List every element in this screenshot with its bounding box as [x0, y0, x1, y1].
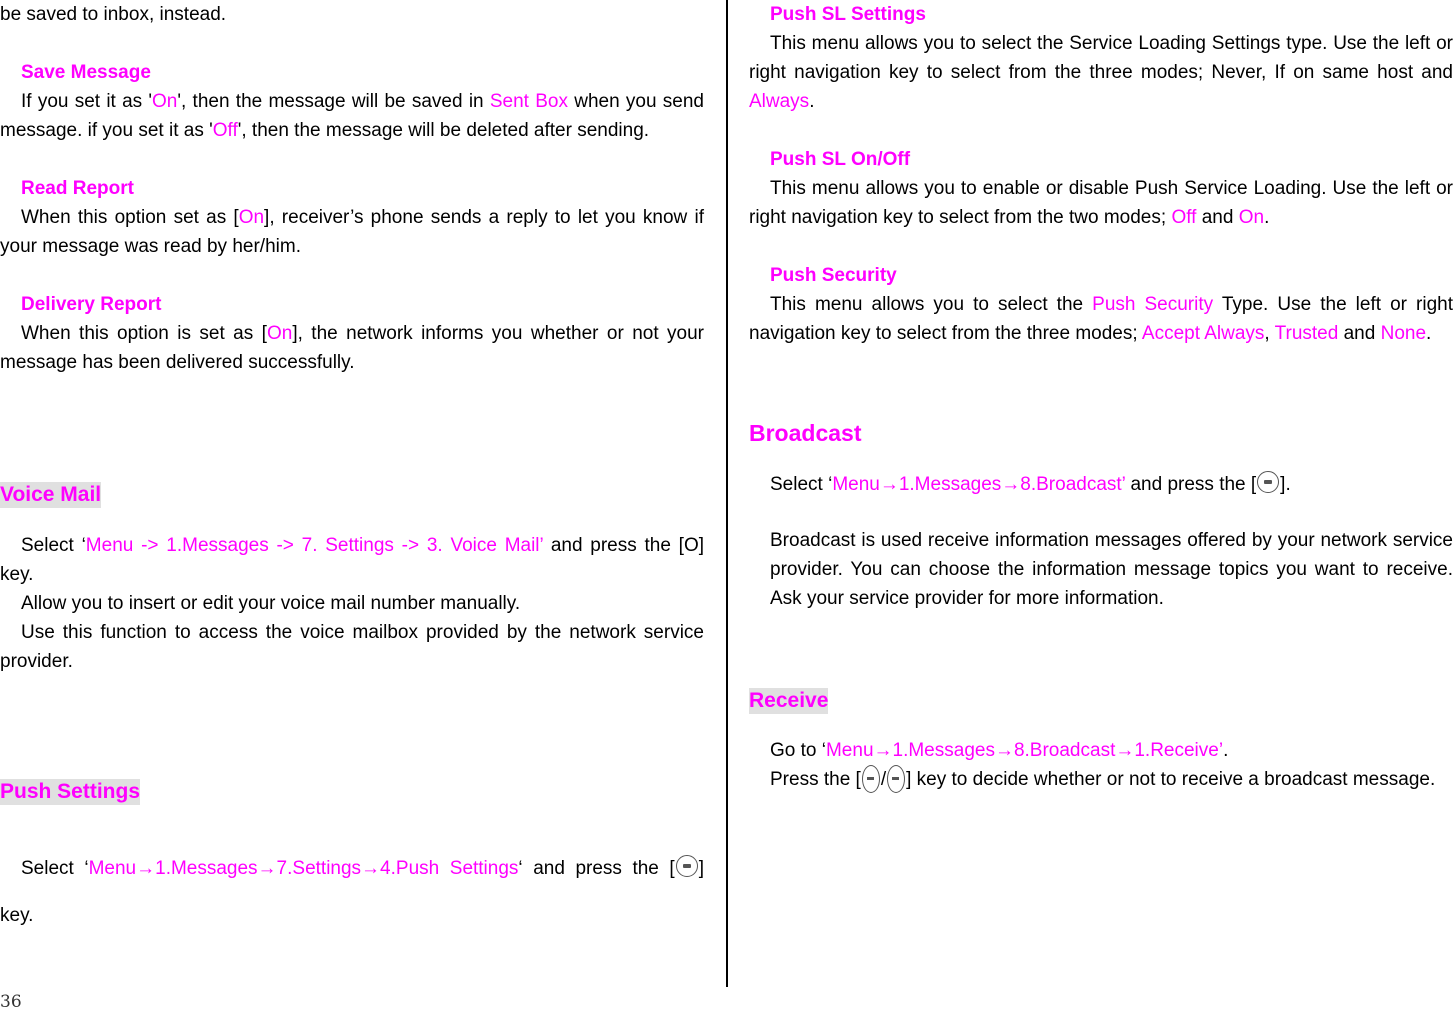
push-security-text: This menu allows you to select the Push Security Type. Use the left or right navigation key to select from the three modes; Accept Always, Trusted and None. [749, 294, 1453, 344]
receive-goto-text: Go to ‘Menu→1.Messages→8.Broadcast→1.Receive’. [770, 740, 1229, 761]
push-sl-onoff-heading: Push SL On/Off [770, 149, 911, 170]
push-sl-settings-text: This menu allows you to select the Service Loading Settings type. Use the left or right navigation key to select from the three modes; Never, If on same host and Always. [749, 33, 1453, 112]
push-settings-heading: Push Settings [0, 780, 141, 803]
push-settings-text: Select ‘Menu→1.Messages→7.Settings→4.Push Settings‘ and press the [ ] key. [0, 845, 704, 939]
voice-mail-heading: Voice Mail [0, 483, 102, 506]
right-column [749, 0, 1453, 794]
intro-text: be saved to inbox, instead. [0, 4, 227, 25]
broadcast-select-text: Select ‘Menu→1.Messages→8.Broadcast’ and press the [ ]. [749, 468, 1453, 502]
push-security-heading: Push Security [770, 265, 897, 286]
push-sl-onoff-text: This menu allows you to enable or disable Push Service Loading. Use the left or right navigation key to select from the two modes; Off and On. [749, 178, 1453, 228]
read-report-text: When this option set as [On], receiver’s phone sends a reply to let you know if your message was read by her/him. [0, 207, 704, 257]
broadcast-desc: Broadcast is used receive information messages offered by your network service provider. You can choose the information message topics you want to receive. Ask your service provider for more information. [770, 530, 1453, 609]
save-message-heading: Save Message [21, 62, 151, 83]
save-message-text: If you set it as 'On', then the message will be saved in Sent Box when you send message. if you set it as 'Off', then the message will be deleted after sending. [0, 91, 705, 141]
broadcast-heading: Broadcast [749, 420, 862, 446]
ok-key-icon [676, 855, 698, 877]
delivery-report-heading: Delivery Report [21, 294, 162, 315]
voice-mail-desc-2: Use this function to access the voice mailbox provided by the network service provider. [0, 622, 704, 672]
voice-mail-desc-1: Allow you to insert or edit your voice mail number manually. [21, 593, 521, 614]
receive-press-text: Press the [ / ] key to decide whether or not to receive a broadcast message. [749, 765, 1453, 794]
left-soft-key-icon [862, 765, 880, 793]
column-divider [726, 0, 728, 987]
delivery-report-text: When this option is set as [On], the network informs you whether or not your message has been delivered successfully. [0, 323, 705, 373]
receive-heading: Receive [749, 689, 829, 712]
left-column [0, 0, 704, 939]
push-sl-settings-heading: Push SL Settings [770, 4, 926, 25]
right-soft-key-icon [887, 765, 905, 793]
read-report-heading: Read Report [21, 178, 134, 199]
ok-key-icon [1257, 471, 1279, 493]
page-number: 36 [0, 992, 22, 1012]
voice-mail-select-text: Select ‘Menu -> 1.Messages -> 7. Settings -> 3. Voice Mail’ and press the [O] key. [0, 535, 705, 585]
